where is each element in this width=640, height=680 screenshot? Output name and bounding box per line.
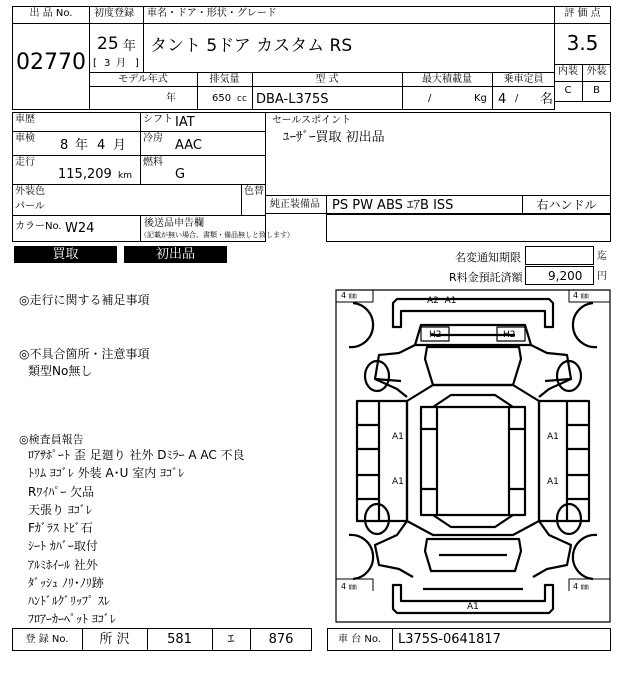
first-reg-year-unit: 年 <box>123 39 137 54</box>
reg-number: 876 <box>268 632 294 647</box>
equipment-value: PS PW ABS ｴｱB ISS <box>332 198 454 213</box>
rating-value: 3.5 <box>566 31 599 55</box>
tag-shoshuppin: 初出品 <box>124 246 227 263</box>
roof-mark-right: H2 <box>503 330 516 340</box>
defect-line: 類型No無し <box>28 364 93 378</box>
color-no-value: W24 <box>65 221 95 236</box>
interior-grade: C <box>564 85 572 96</box>
inspector-line: ﾛｱｻﾎﾟｰﾄ 歪 足廻り 社外 Dﾐﾗｰ A AC 不良 <box>28 448 245 462</box>
body-right-shape <box>539 401 589 521</box>
reg-label: 登 録 No. <box>25 634 69 645</box>
rear-bumper-mark: A1 <box>467 602 479 612</box>
capacity-sep: / <box>515 93 519 104</box>
model-name-label: 車名・ドア・形状・グレード <box>147 8 277 19</box>
reg-class: 581 <box>167 632 192 647</box>
max-load-unit: Kg <box>474 93 487 104</box>
color-no-label: カラーNo. <box>15 221 62 232</box>
exterior-grade: B <box>593 85 600 96</box>
first-reg-month: 3 <box>104 58 111 69</box>
tire-depth-front-left: 4 ㎜ <box>341 291 357 300</box>
color-change-label: 色替 <box>244 186 264 197</box>
inspector-line: ﾌﾛｱｰｶｰﾍﾟｯﾄ ﾖｺﾞﾚ <box>28 612 116 626</box>
ac-label: 冷房 <box>143 133 163 144</box>
ext-color-value: パール <box>15 201 45 212</box>
capacity-unit: 名 <box>540 92 554 107</box>
inspector-line: ﾊﾝﾄﾞﾙｸﾞﾘｯﾌﾟ ｽﾚ <box>28 594 110 608</box>
displacement: 650 <box>212 93 232 104</box>
delivery-note: （記載が無い場合、書類・備品無しと致します） <box>140 231 294 239</box>
car-diagram <box>335 289 611 623</box>
displacement-label: 排気量 <box>209 74 240 85</box>
first-reg-month-bracket-close: ] <box>135 58 139 69</box>
equipment-label: 純正装備品 <box>270 199 320 210</box>
inspector-line: 天張り ﾖｺﾞﾚ <box>28 503 92 517</box>
right-rear-door-mark: A1 <box>547 477 559 487</box>
inspector-line: ﾀﾞｯｼｭ ﾉﾘ･ﾉﾘ跡 <box>28 576 104 590</box>
name-change-box <box>525 246 594 265</box>
inspector-line: Fｶﾞﾗｽ ﾄﾋﾞ石 <box>28 521 93 535</box>
recycle-value: 9,200 <box>548 269 583 283</box>
driving-heading: ◎走行に関する補足事項 <box>19 293 150 307</box>
reg-area: 所 沢 <box>99 632 130 647</box>
tire-depth-rear-right: 4 ㎜ <box>573 582 589 591</box>
history-label: 車歴 <box>15 114 35 125</box>
mileage-value: 115,209 <box>58 167 112 182</box>
rating-label: 評 価 点 <box>564 8 601 19</box>
type-label: 型 式 <box>315 74 339 85</box>
max-load-sep: / <box>428 93 432 104</box>
defect-heading: ◎不具合箇所・注意事項 <box>19 347 150 361</box>
shift-value: IAT <box>175 115 195 130</box>
first-reg-month-bracket: [ <box>93 58 97 69</box>
inspection-month-unit: 月 <box>113 138 127 153</box>
reg-kana: ｴ <box>227 632 235 647</box>
ext-color-label: 外装色 <box>15 186 45 197</box>
inspection-year-unit: 年 <box>75 138 89 153</box>
inspector-heading: ◎検査員報告 <box>19 433 84 446</box>
fuel-value: G <box>175 167 186 182</box>
lot-number: 02770 <box>16 50 86 75</box>
name-change-unit: 迄 <box>597 251 607 262</box>
fuel-label: 燃料 <box>143 157 163 168</box>
first-reg-month-unit: 月 <box>116 58 126 69</box>
first-reg-year: 25 <box>97 34 119 54</box>
capacity-value: 4 <box>498 92 507 107</box>
right-front-door-mark: A1 <box>547 432 559 442</box>
delivery-label: 後送品申告欄 <box>144 218 204 229</box>
lot-label: 出 品 No. <box>29 8 73 19</box>
mileage-label: 走行 <box>15 157 35 168</box>
inspector-line: ｱﾙﾐﾎｲｰﾙ 社外 <box>28 558 98 572</box>
details-blank-box <box>326 214 611 242</box>
windshield-shape <box>425 347 521 385</box>
inspection-month: 4 <box>97 138 106 153</box>
ac-value: AAC <box>175 138 202 153</box>
interior-label: 内装 <box>558 66 578 77</box>
max-load-label: 最大積載量 <box>422 74 472 85</box>
shift-label: シフト <box>143 114 173 125</box>
inspection-year: 8 <box>60 138 69 153</box>
type-value: DBA-L375S <box>256 92 329 107</box>
chassis-number: L375S-0641817 <box>398 632 501 647</box>
front-damage-marks: A2 A1 <box>427 296 457 306</box>
inspector-line: Rﾜｲﾊﾟｰ 欠品 <box>28 485 95 499</box>
inspector-line: ﾄﾘﾑ ﾖｺﾞﾚ 外装 A･U 室内 ﾖｺﾞﾚ <box>28 466 185 480</box>
tire-depth-rear-left: 4 ㎜ <box>341 582 357 591</box>
body-left-shape <box>357 401 407 521</box>
chassis-label: 車 台 No. <box>338 634 381 645</box>
capacity-label: 乗車定員 <box>503 74 544 85</box>
model-name: タント 5ドア カスタム RS <box>150 36 353 56</box>
mileage-unit: km <box>118 171 132 181</box>
recycle-unit: 円 <box>597 271 607 282</box>
model-year-label: モデル年式 <box>118 74 168 85</box>
steering-value: 右ハンドル <box>536 198 597 212</box>
sales-point-value: ﾕｰｻﾞｰ買取 初出品 <box>283 130 385 145</box>
tag-kaitori: 買取 <box>14 246 117 263</box>
tire-depth-front-right: 4 ㎜ <box>573 291 589 300</box>
front-bumper-shape <box>393 296 553 327</box>
name-change-label: 名変通知期限 <box>455 251 521 264</box>
displacement-unit: cc <box>237 94 247 104</box>
sales-point-label: セールスポイント <box>272 115 352 126</box>
model-year-unit: 年 <box>166 93 176 104</box>
inspection-label: 車検 <box>15 133 35 144</box>
exterior-label: 外装 <box>586 66 607 77</box>
first-reg-label: 初度登録 <box>94 8 134 19</box>
left-rear-door-mark: A1 <box>392 477 404 487</box>
inspector-line: ｼｰﾄ ｶﾊﾞｰ取付 <box>28 539 98 553</box>
left-front-door-mark: A1 <box>392 432 404 442</box>
recycle-label: R料金預託済額 <box>449 271 523 284</box>
roof-mark-left: H2 <box>429 330 442 340</box>
